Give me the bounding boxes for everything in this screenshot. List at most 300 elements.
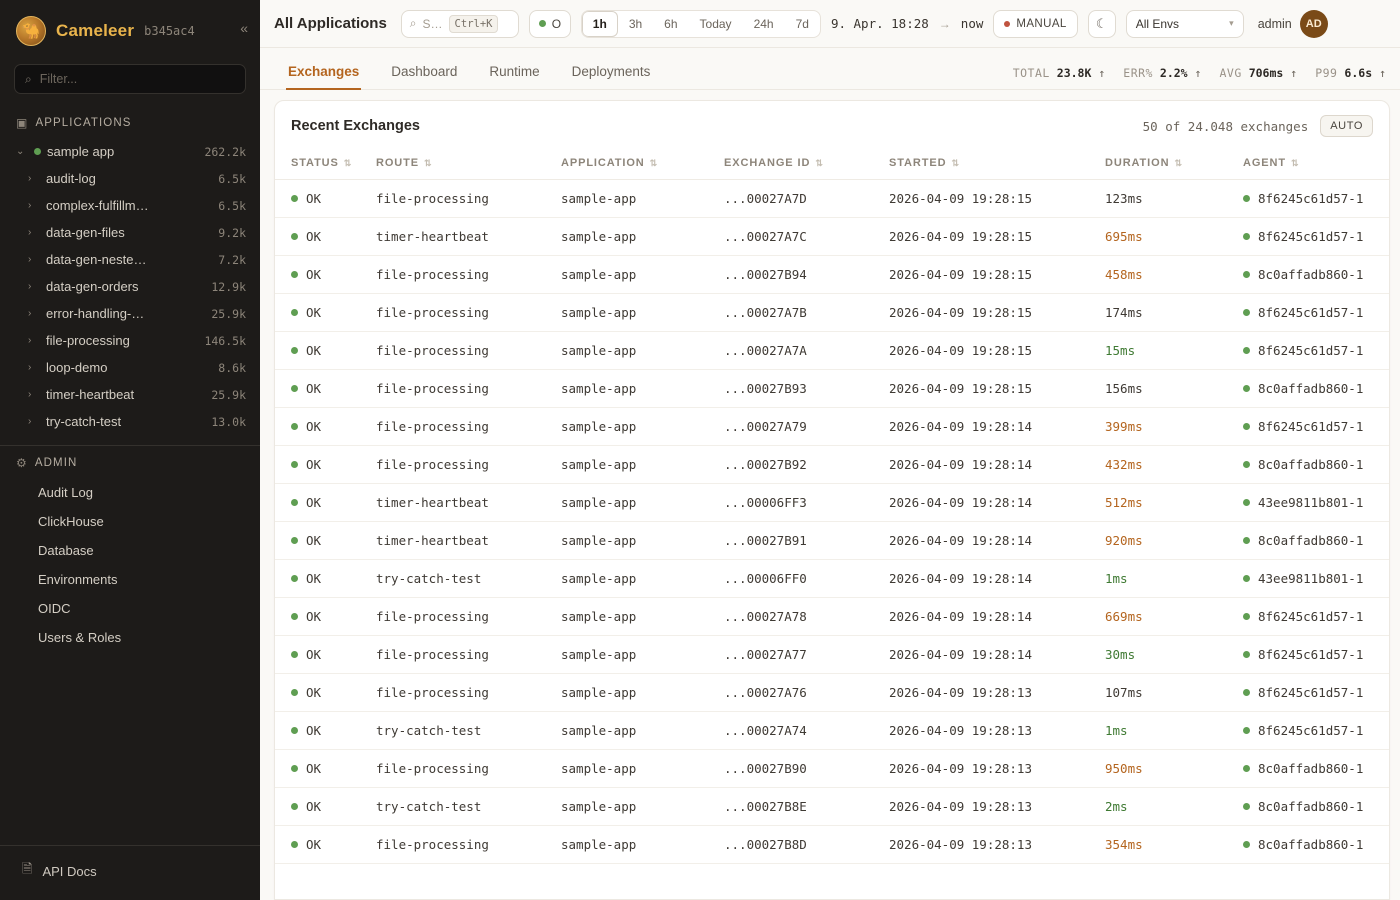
chevron-right-icon: ›: [28, 281, 32, 292]
column-label: STARTED: [889, 157, 947, 169]
status-label: OK: [306, 229, 322, 244]
cell-agent: [1227, 826, 1389, 864]
cell-route: timer-heartbeat: [360, 218, 545, 256]
tab-dashboard[interactable]: Dashboard: [391, 64, 458, 79]
cell-agent: [1227, 370, 1389, 408]
cell-duration: 15ms: [1089, 332, 1227, 370]
sidebar-item-label: file-processing: [46, 333, 130, 348]
table-row[interactable]: [275, 446, 1389, 484]
agent-status-dot-icon: [1243, 271, 1250, 278]
cell-agent: [1227, 598, 1389, 636]
cell-agent: [1227, 522, 1389, 560]
cell-duration: 950ms: [1089, 750, 1227, 788]
chevron-right-icon: ›: [28, 335, 32, 346]
cell-exchange-id: ...00027A7A: [708, 332, 873, 370]
page-title: Recent Exchanges: [291, 118, 420, 134]
time-range-from[interactable]: 9. Apr. 18:28: [830, 16, 929, 31]
cell-route: file-processing: [360, 256, 545, 294]
agent-label: 8c0affadb860-1: [1258, 267, 1364, 282]
search-shortcut: Ctrl+K: [449, 15, 499, 33]
brand-name: Cameleer: [56, 21, 135, 40]
chevron-right-icon: ›: [28, 173, 32, 184]
admin-section-label: ADMIN: [34, 457, 78, 469]
cell-started: 2026-04-09 19:28:13: [873, 750, 1089, 788]
cell-route: file-processing: [360, 446, 545, 484]
status-label: OK: [306, 457, 322, 472]
chevron-right-icon: ›: [28, 389, 32, 400]
agent-label: 8c0affadb860-1: [1258, 761, 1364, 776]
cell-status: [275, 674, 360, 712]
cell-exchange-id: ...00027A7D: [708, 180, 873, 218]
application-scope-title: All Applications: [274, 15, 387, 32]
table-row[interactable]: [275, 408, 1389, 446]
metric-p99-value: 6.6s: [1344, 66, 1373, 80]
status-label: OK: [306, 761, 322, 776]
user-menu[interactable]: [1258, 10, 1328, 38]
agent-status-dot-icon: [1243, 765, 1250, 772]
cell-status: [275, 408, 360, 446]
cell-agent: [1227, 294, 1389, 332]
cell-exchange-id: ...00027B92: [708, 446, 873, 484]
cell-route: file-processing: [360, 636, 545, 674]
cell-agent: [1227, 560, 1389, 598]
status-dot-icon: [291, 765, 298, 772]
column-header-exchange-id[interactable]: [708, 149, 873, 180]
refresh-mode-label: MANUAL: [1016, 17, 1067, 30]
column-header-agent[interactable]: [1227, 149, 1389, 180]
cell-application: sample-app: [545, 294, 708, 332]
status-dot-icon: [291, 499, 298, 506]
cell-exchange-id: ...00027B91: [708, 522, 873, 560]
cell-route: try-catch-test: [360, 788, 545, 826]
agent-status-dot-icon: [1243, 461, 1250, 468]
sidebar-item-data-gen-files[interactable]: [0, 219, 260, 246]
cell-duration: 107ms: [1089, 674, 1227, 712]
connection-status[interactable]: [529, 10, 571, 38]
status-dot-icon: [539, 20, 546, 27]
table-row[interactable]: [275, 332, 1389, 370]
sort-icon: ⇅: [424, 158, 433, 168]
cell-started: 2026-04-09 19:28:13: [873, 674, 1089, 712]
agent-label: 43ee9811b801-1: [1258, 571, 1364, 586]
metric-total-value: 23.8K: [1056, 66, 1092, 80]
sidebar-item-file-processing[interactable]: [0, 327, 260, 354]
cube-icon: ▣: [16, 116, 29, 130]
cell-application: sample-app: [545, 180, 708, 218]
sidebar-item-oidc[interactable]: OIDC: [38, 601, 71, 616]
cell-duration: 2ms: [1089, 788, 1227, 826]
search-icon: ⌕: [409, 16, 417, 30]
column-label: EXCHANGE ID: [724, 157, 811, 169]
cell-application: sample-app: [545, 826, 708, 864]
cell-application: sample-app: [545, 636, 708, 674]
environment-select[interactable]: [1126, 10, 1244, 38]
cell-duration: 123ms: [1089, 180, 1227, 218]
cell-duration: 174ms: [1089, 294, 1227, 332]
range-today[interactable]: Today: [699, 16, 732, 31]
agent-status-dot-icon: [1243, 689, 1250, 696]
range-1h[interactable]: 1h: [582, 11, 618, 37]
cell-application: sample-app: [545, 218, 708, 256]
sidebar-item-try-catch-test[interactable]: [0, 408, 260, 435]
table-row[interactable]: [275, 750, 1389, 788]
column-header-status[interactable]: [275, 149, 360, 180]
gear-icon: ⚙: [16, 456, 28, 470]
agent-status-dot-icon: [1243, 575, 1250, 582]
cell-status: [275, 522, 360, 560]
agent-label: 8f6245c61d57-1: [1258, 419, 1364, 434]
cell-started: 2026-04-09 19:28:14: [873, 636, 1089, 674]
time-range-separator-icon: →: [938, 16, 951, 31]
cell-route: try-catch-test: [360, 712, 545, 750]
cell-status: [275, 636, 360, 674]
sort-icon: ⇅: [1291, 158, 1300, 168]
cell-started: 2026-04-09 19:28:15: [873, 256, 1089, 294]
cell-duration: 920ms: [1089, 522, 1227, 560]
sidebar-filter-input[interactable]: [40, 72, 235, 86]
table-row[interactable]: [275, 370, 1389, 408]
cell-started: 2026-04-09 19:28:15: [873, 218, 1089, 256]
cell-agent: [1227, 408, 1389, 446]
cell-application: sample-app: [545, 674, 708, 712]
cell-exchange-id: ...00027B94: [708, 256, 873, 294]
sidebar-item-data-gen-nested[interactable]: [0, 246, 260, 273]
cell-application: sample-app: [545, 788, 708, 826]
cell-agent: [1227, 180, 1389, 218]
sidebar-item-users-roles[interactable]: Users & Roles: [38, 630, 122, 645]
sidebar: [0, 0, 260, 900]
cell-application: sample-app: [545, 750, 708, 788]
status-label: OK: [306, 305, 322, 320]
sidebar-item-label: timer-heartbeat: [46, 387, 135, 402]
camel-icon: 🐪: [16, 16, 46, 46]
cell-agent: [1227, 484, 1389, 522]
cell-exchange-id: ...00027A74: [708, 712, 873, 750]
cell-started: 2026-04-09 19:28:14: [873, 408, 1089, 446]
agent-label: 43ee9811b801-1: [1258, 495, 1364, 510]
cell-started: 2026-04-09 19:28:14: [873, 446, 1089, 484]
sidebar-item-label: try-catch-test: [46, 414, 122, 429]
cell-exchange-id: ...00006FF0: [708, 560, 873, 598]
cell-exchange-id: ...00027A7B: [708, 294, 873, 332]
column-header-application[interactable]: [545, 149, 708, 180]
api-docs-label: API Docs: [42, 863, 97, 879]
brand-id: b345ac4: [144, 24, 195, 38]
cell-duration: 1ms: [1089, 560, 1227, 598]
cell-duration: 30ms: [1089, 636, 1227, 674]
column-label: DURATION: [1105, 157, 1170, 169]
column-header-started[interactable]: [873, 149, 1089, 180]
status-label: OK: [306, 799, 322, 814]
sidebar-item-label: loop-demo: [46, 360, 108, 375]
table-row[interactable]: [275, 484, 1389, 522]
column-label: APPLICATION: [561, 157, 645, 169]
sidebar-item-count: 25.9k: [211, 306, 246, 321]
sidebar-filter[interactable]: [14, 64, 246, 94]
sidebar-item-environments[interactable]: Environments: [38, 572, 118, 587]
status-label: OK: [306, 571, 322, 586]
sidebar-item-data-gen-orders[interactable]: [0, 273, 260, 300]
sidebar-item-error-handling[interactable]: [0, 300, 260, 327]
status-dot-icon: [291, 537, 298, 544]
status-label: OK: [306, 343, 322, 358]
time-range-to[interactable]: now: [960, 16, 984, 31]
auto-refresh-badge[interactable]: AUTO: [1320, 115, 1373, 137]
trend-up-icon: ↑: [1379, 66, 1386, 80]
chevron-right-icon: ›: [28, 308, 32, 319]
status-dot-icon: [291, 309, 298, 316]
sort-icon: ⇅: [1174, 158, 1183, 168]
status-label: OK: [306, 533, 322, 548]
cell-route: try-catch-test: [360, 560, 545, 598]
sidebar-app-sample-app[interactable]: [0, 138, 260, 165]
status-dot-icon: [291, 727, 298, 734]
cell-started: 2026-04-09 19:28:14: [873, 598, 1089, 636]
status-dot-icon: [291, 841, 298, 848]
cell-started: 2026-04-09 19:28:15: [873, 332, 1089, 370]
agent-status-dot-icon: [1243, 385, 1250, 392]
chevron-right-icon: ›: [28, 200, 32, 211]
table-row[interactable]: [275, 218, 1389, 256]
range-6h[interactable]: 6h: [664, 16, 678, 31]
cell-started: 2026-04-09 19:28:13: [873, 712, 1089, 750]
cell-route: file-processing: [360, 750, 545, 788]
exchanges-table: [275, 149, 1389, 864]
metric-error-rate: [1123, 66, 1201, 80]
topbar: [260, 0, 1400, 48]
sidebar-item-audit-log[interactable]: [0, 165, 260, 192]
metric-p99-label: P99: [1315, 66, 1338, 80]
cell-route: file-processing: [360, 598, 545, 636]
cell-duration: 354ms: [1089, 826, 1227, 864]
search-icon: ⌕: [25, 71, 32, 86]
tab-exchanges[interactable]: Exchanges: [274, 64, 373, 89]
table-row[interactable]: [275, 788, 1389, 826]
status-dot-icon: [291, 651, 298, 658]
status-dot-icon: [34, 148, 41, 155]
agent-label: 8f6245c61d57-1: [1258, 647, 1364, 662]
agent-status-dot-icon: [1243, 727, 1250, 734]
sidebar-item-count: 6.5k: [218, 198, 246, 213]
cell-agent: [1227, 788, 1389, 826]
cell-application: sample-app: [545, 522, 708, 560]
table-row[interactable]: [275, 712, 1389, 750]
cell-exchange-id: ...00027A77: [708, 636, 873, 674]
metric-avg: [1219, 66, 1297, 80]
user-name: admin: [1257, 16, 1292, 31]
sidebar-app-count: 262.2k: [204, 144, 246, 159]
sidebar-item-database[interactable]: Database: [38, 543, 94, 558]
sidebar-item-label: audit-log: [46, 171, 96, 186]
cell-status: [275, 332, 360, 370]
cell-status: [275, 788, 360, 826]
status-label: OK: [306, 723, 322, 738]
sidebar-item-loop-demo[interactable]: [0, 354, 260, 381]
status-label: OK: [306, 381, 322, 396]
cell-duration: 512ms: [1089, 484, 1227, 522]
cell-agent: [1227, 674, 1389, 712]
table-row[interactable]: [275, 598, 1389, 636]
cell-application: sample-app: [545, 712, 708, 750]
cell-status: [275, 180, 360, 218]
sidebar-item-audit-log-admin[interactable]: Audit Log: [38, 485, 93, 500]
trend-up-icon: ↑: [1290, 66, 1298, 80]
cell-agent: [1227, 256, 1389, 294]
status-dot-icon: [291, 803, 298, 810]
cell-agent: [1227, 218, 1389, 256]
column-label: ROUTE: [376, 157, 419, 169]
cell-agent: [1227, 636, 1389, 674]
cell-started: 2026-04-09 19:28:13: [873, 788, 1089, 826]
main-content: [260, 0, 1400, 900]
cell-status: [275, 256, 360, 294]
sidebar-item-api-docs[interactable]: [0, 845, 260, 900]
agent-label: 8f6245c61d57-1: [1258, 685, 1364, 700]
agent-status-dot-icon: [1243, 499, 1250, 506]
cell-status: [275, 218, 360, 256]
admin-section-header: [0, 446, 260, 478]
connection-status-label: O: [551, 16, 562, 31]
table-row[interactable]: [275, 826, 1389, 864]
tab-runtime[interactable]: Runtime: [489, 64, 540, 79]
sidebar-item-count: 9.2k: [218, 225, 246, 240]
agent-label: 8c0affadb860-1: [1258, 799, 1364, 814]
status-dot-icon: [291, 613, 298, 620]
table-row[interactable]: [275, 674, 1389, 712]
table-row[interactable]: [275, 636, 1389, 674]
cell-agent: [1227, 446, 1389, 484]
cell-started: 2026-04-09 19:28:14: [873, 484, 1089, 522]
status-dot-icon: [291, 195, 298, 202]
sidebar-item-count: 146.5k: [204, 333, 246, 348]
agent-status-dot-icon: [1243, 613, 1250, 620]
column-header-route[interactable]: [360, 149, 545, 180]
moon-icon[interactable]: ☾: [1088, 10, 1116, 38]
sidebar-item-label: data-gen-neste…: [46, 252, 147, 267]
table-row[interactable]: [275, 180, 1389, 218]
cell-agent: [1227, 332, 1389, 370]
agent-status-dot-icon: [1243, 803, 1250, 810]
chevron-right-icon: ›: [28, 227, 32, 238]
sidebar-item-count: 8.6k: [218, 360, 246, 375]
cell-agent: [1227, 712, 1389, 750]
tab-deployments[interactable]: Deployments: [571, 64, 651, 79]
cell-status: [275, 294, 360, 332]
agent-status-dot-icon: [1243, 841, 1250, 848]
table-row[interactable]: [275, 256, 1389, 294]
table-row[interactable]: [275, 522, 1389, 560]
metric-error-rate-value: 2.2%: [1159, 66, 1188, 80]
agent-label: 8c0affadb860-1: [1258, 381, 1364, 396]
agent-label: 8c0affadb860-1: [1258, 533, 1364, 548]
cell-status: [275, 826, 360, 864]
sort-icon: ⇅: [343, 158, 353, 168]
metric-total: [1013, 66, 1106, 80]
cell-exchange-id: ...00027A76: [708, 674, 873, 712]
cell-status: [275, 446, 360, 484]
table-body: [275, 180, 1389, 864]
sidebar-item-count: 6.5k: [218, 171, 246, 186]
global-search[interactable]: [401, 10, 519, 38]
cell-exchange-id: ...00027A7C: [708, 218, 873, 256]
status-label: OK: [306, 267, 322, 282]
status-dot-icon: [291, 233, 298, 240]
status-label: OK: [306, 647, 322, 662]
sidebar-app-label: sample app: [47, 144, 115, 159]
cell-application: sample-app: [545, 256, 708, 294]
tabbar: [260, 48, 1400, 90]
chevron-right-icon: ›: [28, 362, 32, 373]
metric-total-label: TOTAL: [1012, 66, 1050, 80]
cell-status: [275, 750, 360, 788]
chevron-down-icon: ▾: [1229, 18, 1234, 28]
range-3h[interactable]: 3h: [628, 16, 643, 31]
cell-application: sample-app: [545, 408, 708, 446]
agent-label: 8c0affadb860-1: [1258, 457, 1364, 472]
status-label: OK: [306, 191, 322, 206]
range-24h[interactable]: 24h: [753, 16, 774, 31]
cell-application: sample-app: [545, 332, 708, 370]
sidebar-item-timer-heartbeat[interactable]: [0, 381, 260, 408]
status-dot-icon: [291, 575, 298, 582]
time-range-group[interactable]: [581, 10, 821, 38]
sort-icon: ⇅: [649, 158, 659, 168]
cell-status: [275, 370, 360, 408]
sidebar-item-label: error-handling-…: [46, 306, 145, 321]
cell-exchange-id: ...00027B8E: [708, 788, 873, 826]
status-label: OK: [306, 419, 322, 434]
cell-status: [275, 712, 360, 750]
cell-exchange-id: ...00027B90: [708, 750, 873, 788]
status-label: OK: [306, 609, 322, 624]
refresh-mode-manual[interactable]: [993, 10, 1077, 38]
metric-avg-label: AVG: [1219, 66, 1242, 80]
table-row[interactable]: [275, 294, 1389, 332]
chevron-double-left-icon[interactable]: «: [240, 20, 248, 36]
cell-application: sample-app: [545, 560, 708, 598]
agent-label: 8f6245c61d57-1: [1258, 305, 1364, 320]
agent-status-dot-icon: [1243, 195, 1250, 202]
avatar: AD: [1300, 10, 1328, 38]
sidebar-item-label: complex-fulfillm…: [46, 198, 149, 213]
cell-route: file-processing: [360, 180, 545, 218]
agent-label: 8f6245c61d57-1: [1258, 229, 1364, 244]
panel-header: [275, 101, 1389, 149]
status-dot-icon: [291, 271, 298, 278]
result-count: 50 of 24.048 exchanges: [1142, 118, 1309, 134]
range-7d[interactable]: 7d: [795, 16, 809, 31]
status-dot-icon: [291, 689, 298, 696]
table-row[interactable]: [275, 560, 1389, 598]
column-header-duration[interactable]: [1089, 149, 1227, 180]
sidebar-item-clickhouse[interactable]: ClickHouse: [38, 514, 104, 529]
agent-label: 8f6245c61d57-1: [1258, 723, 1364, 738]
chevron-right-icon: ›: [28, 416, 32, 427]
cell-route: timer-heartbeat: [360, 522, 545, 560]
status-label: OK: [306, 495, 322, 510]
sidebar-item-complex-fulfillment[interactable]: [0, 192, 260, 219]
search-placeholder: S…: [422, 16, 443, 31]
cell-exchange-id: ...00027B93: [708, 370, 873, 408]
cell-started: 2026-04-09 19:28:15: [873, 294, 1089, 332]
cell-exchange-id: ...00027A78: [708, 598, 873, 636]
cell-duration: 695ms: [1089, 218, 1227, 256]
metric-avg-value: 706ms: [1248, 66, 1284, 80]
sidebar-item-count: 13.0k: [211, 414, 246, 429]
applications-section-label: APPLICATIONS: [35, 117, 132, 129]
agent-label: 8f6245c61d57-1: [1258, 191, 1364, 206]
cell-status: [275, 560, 360, 598]
